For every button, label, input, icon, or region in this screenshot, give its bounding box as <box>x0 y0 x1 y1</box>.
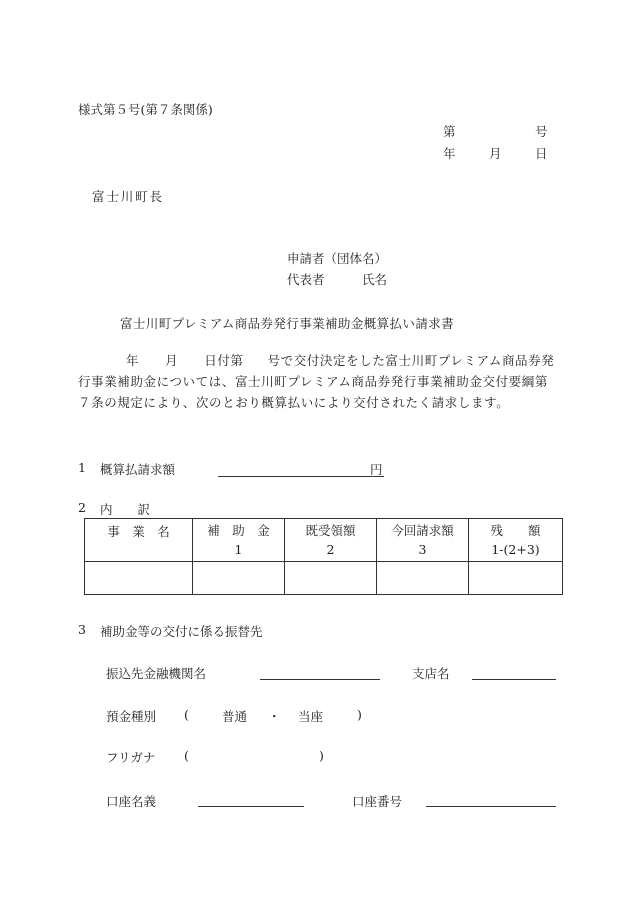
account-name-label: 口座名義 <box>106 794 157 809</box>
received-cell[interactable] <box>285 562 377 595</box>
body-month: 月 <box>165 353 179 368</box>
furigana-paren-open: ( <box>184 748 189 763</box>
furigana-field[interactable] <box>196 748 316 764</box>
deposit-option-ordinary[interactable]: 普通 <box>222 709 248 724</box>
section1-unit: 円 <box>370 462 383 477</box>
current-request-cell[interactable] <box>377 562 469 595</box>
page-title: 富士川町プレミアム商品券発行事業補助金概算払い請求書 <box>120 316 455 331</box>
section2-label: 内 訳 <box>100 502 151 517</box>
table-header-row <box>85 519 563 562</box>
deposit-paren-open: ( <box>184 707 189 722</box>
bank-label: 振込先金融機関名 <box>106 666 207 681</box>
bank-name-field[interactable] <box>260 679 380 680</box>
account-number-field[interactable] <box>426 806 556 807</box>
section2-number: 2 <box>78 500 86 515</box>
doc-number-suffix: 号 <box>535 124 548 139</box>
date-month: 月 <box>489 146 502 161</box>
furigana-paren-close: ) <box>319 748 324 763</box>
request-amount-field[interactable] <box>218 476 384 477</box>
doc-number-prefix: 第 <box>443 124 456 139</box>
body-rest: 号で交付決定をした富士川町プレミアム商品券発行事業補助金については、富士川町プレミアム商品券発行事業補助金交付要綱第７条の規定により、次のとおり概算払いにより交付されたく請求します。 <box>78 353 555 410</box>
applicant-rep-label: 代表者 <box>287 272 325 287</box>
addressee: 富士川町長 <box>92 189 164 204</box>
furigana-label: フリガナ <box>106 750 156 765</box>
deposit-type-label: 預金種別 <box>106 709 157 724</box>
balance-cell[interactable] <box>469 562 563 595</box>
date-year: 年 <box>443 146 456 161</box>
deposit-paren-close: ) <box>357 707 362 722</box>
table-row <box>85 562 563 595</box>
table-header-cell: 既受領額 2 <box>285 519 377 562</box>
applicant-group-label: 申請者（団体名） <box>287 251 388 266</box>
account-number-label: 口座番号 <box>352 794 403 809</box>
table-header-cell: 事 業 名 <box>85 519 193 562</box>
table-header-cell: 残 額 1-(2+3) <box>469 519 563 562</box>
section3-label: 補助金等の交付に係る振替先 <box>100 624 263 639</box>
account-name-field[interactable] <box>198 806 304 807</box>
deposit-separator: ・ <box>268 709 281 724</box>
section1-number: 1 <box>78 460 86 475</box>
request-body <box>78 350 556 413</box>
breakdown-table <box>84 518 563 595</box>
project-name-cell[interactable] <box>85 562 193 595</box>
body-year: 年 <box>126 353 140 368</box>
subsidy-cell[interactable] <box>193 562 285 595</box>
branch-name-field[interactable] <box>472 679 556 680</box>
deposit-option-current[interactable]: 当座 <box>298 709 324 724</box>
branch-label: 支店名 <box>412 666 450 681</box>
applicant-name-label: 氏名 <box>362 272 388 287</box>
body-day-number: 日付第 <box>204 353 244 368</box>
form-label: 様式第５号(第７条関係) <box>78 102 213 117</box>
section3-number: 3 <box>78 622 86 637</box>
date-day: 日 <box>535 146 548 161</box>
table-header-cell: 今回請求額 3 <box>377 519 469 562</box>
section1-label: 概算払請求額 <box>100 462 176 477</box>
table-header-cell: 補 助 金 1 <box>193 519 285 562</box>
